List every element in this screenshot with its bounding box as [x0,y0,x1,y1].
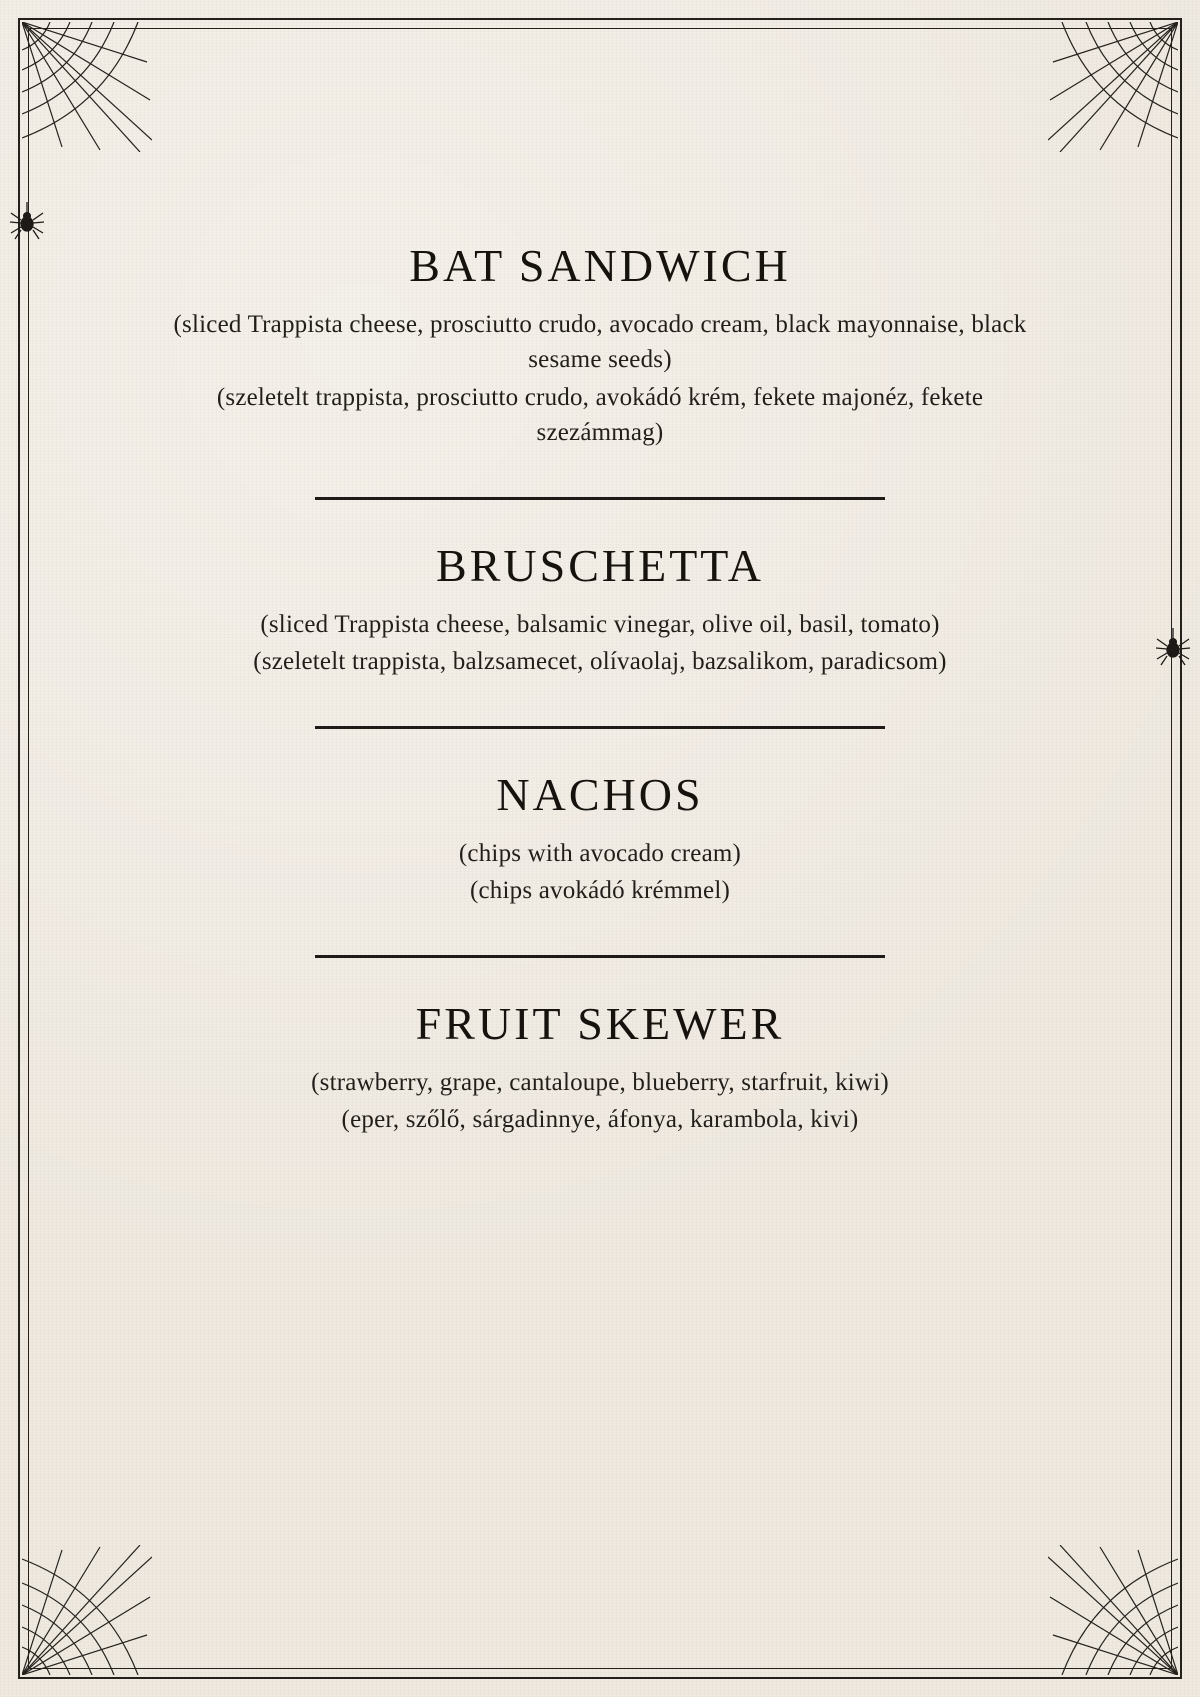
menu-item-description-en: (sliced Trappista cheese, balsamic vinegar, olive oil, basil, tomato) [260,610,940,638]
menu-item-title: FRUIT SKEWER [415,997,785,1049]
menu-item-nachos [90,769,1110,909]
menu-item-description-hu: (szeletelt trappista, balzsamecet, olívaolaj, bazsalikom, paradicsom) [253,648,947,676]
menu-list [90,240,1110,1142]
menu-item-description-hu: (chips avokádó krémmel) [469,877,731,905]
menu-item-title: NACHOS [496,768,704,820]
spider-icon-left [8,202,46,242]
menu-item-description-en: (sliced Trappista cheese, prosciutto crudo, avocado cream, black mayonnaise, black sesame seeds) [173,310,1027,374]
menu-item-description-hu: (szeletelt trappista, prosciutto crudo, avokádó krém, fekete majonéz, fekete szezámmag) [216,383,984,447]
section-divider [315,497,885,500]
menu-item-title: BRUSCHETTA [436,539,764,591]
menu-item-fruit-skewer [90,998,1110,1138]
section-divider [315,955,885,958]
menu-item-description-hu: (eper, szőlő, sárgadinnye, áfonya, karambola, kivi) [341,1106,859,1134]
section-divider [315,726,885,729]
menu-item-description-en: (strawberry, grape, cantaloupe, blueberry, starfruit, kiwi) [311,1068,889,1096]
spider-icon-right [1154,628,1192,668]
menu-item-title: BAT SANDWICH [409,240,791,291]
menu-item-bat-sandwich [90,240,1110,451]
menu-item-description-en: (chips with avocado cream) [458,839,742,867]
menu-item-bruschetta [90,540,1110,680]
